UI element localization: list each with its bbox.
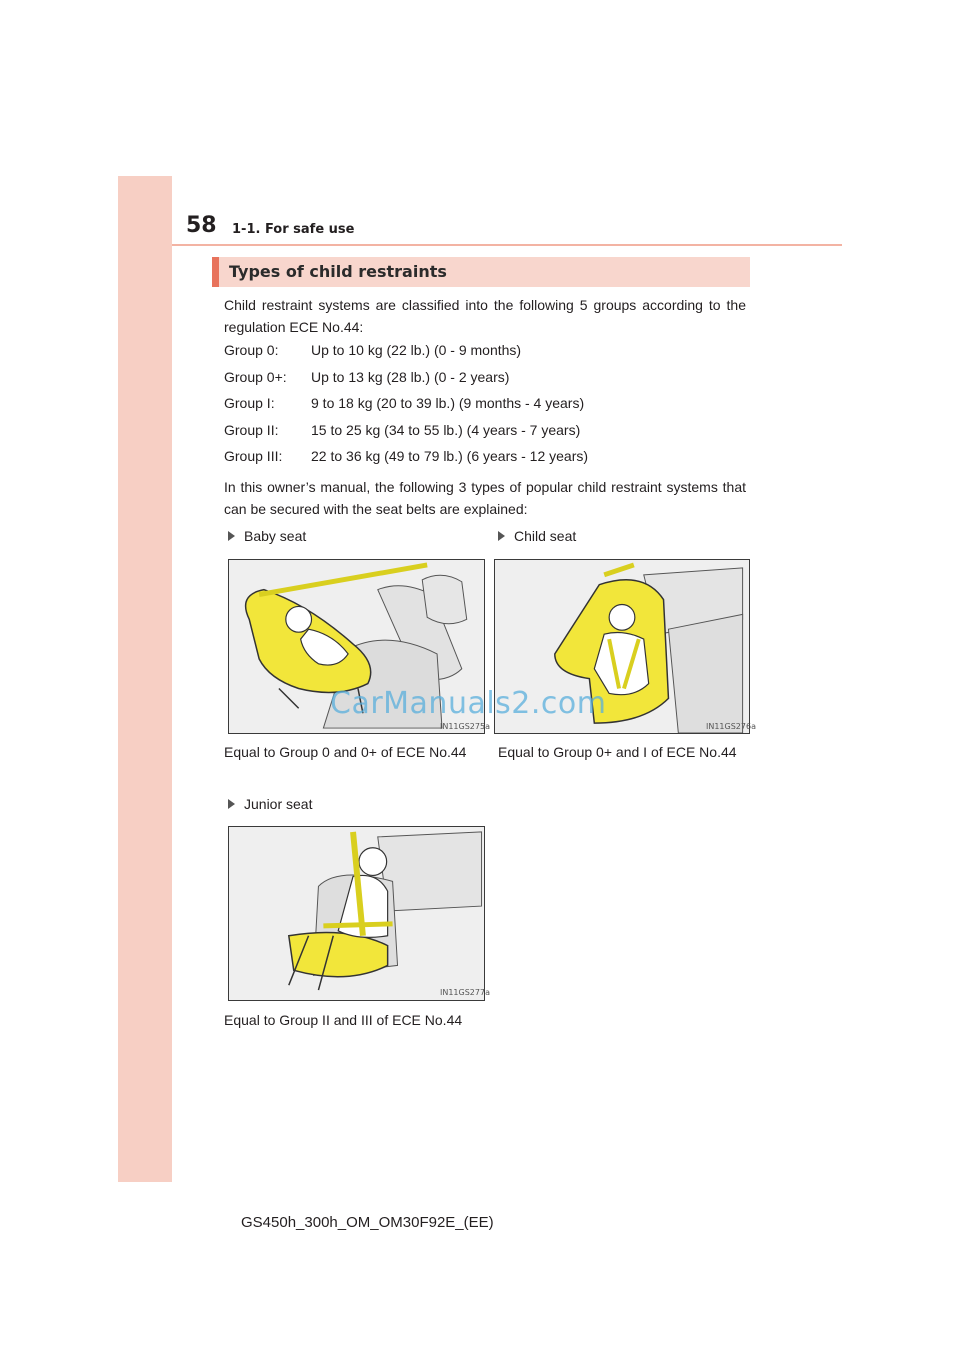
child-seat-label-text: Child seat — [514, 528, 577, 544]
side-band — [118, 176, 172, 1182]
bullet-triangle-icon — [228, 531, 235, 541]
junior-seat-drawing — [229, 827, 484, 1000]
watermark: CarManuals2.com — [330, 686, 607, 721]
group-name: Group II: — [224, 422, 279, 438]
section-heading-bar — [212, 257, 750, 287]
group-description: 22 to 36 kg (49 to 79 lb.) (6 years - 12 years) — [311, 448, 589, 464]
child-seat-caption: Equal to Group 0+ and I of ECE No.44 — [498, 744, 737, 760]
child-seat-label — [498, 528, 576, 544]
section-heading: Types of child restraints — [229, 262, 447, 281]
footer-model-code: GS450h_300h_OM_OM30F92E_(EE) — [241, 1214, 494, 1231]
group-description: Up to 13 kg (28 lb.) (0 - 2 years) — [311, 369, 510, 385]
intro-paragraph: Child restraint systems are classified into the following 5 groups according to the regulation ECE No.44: — [224, 297, 746, 335]
bullet-triangle-icon — [498, 531, 505, 541]
junior-seat-illustration — [228, 826, 485, 1001]
page-number: 58 — [186, 213, 217, 238]
baby-seat-figure-code: IN11GS275a — [440, 722, 490, 731]
group-description: Up to 10 kg (22 lb.) (0 - 9 months) — [311, 342, 522, 358]
baby-seat-label-text: Baby seat — [244, 528, 307, 544]
baby-seat-label — [228, 528, 306, 544]
bullet-triangle-icon — [228, 799, 235, 809]
group-name: Group 0: — [224, 342, 279, 358]
outro-paragraph: In this owner’s manual, the following 3 types of popular child restraint systems that can be secured with the seat belts are explained: — [224, 479, 746, 517]
group-name: Group 0+: — [224, 369, 287, 385]
group-name: Group III: — [224, 448, 283, 464]
group-name: Group I: — [224, 395, 275, 411]
baby-seat-caption: Equal to Group 0 and 0+ of ECE No.44 — [224, 744, 467, 760]
junior-seat-figure-code: IN11GS277a — [440, 988, 490, 997]
junior-seat-caption: Equal to Group II and III of ECE No.44 — [224, 1012, 463, 1028]
group-description: 15 to 25 kg (34 to 55 lb.) (4 years - 7 years) — [311, 422, 581, 438]
junior-seat-label-text: Junior seat — [244, 796, 313, 812]
junior-seat-label — [228, 796, 312, 812]
group-description: 9 to 18 kg (20 to 39 lb.) (9 months - 4 years) — [311, 395, 585, 411]
header-divider — [172, 244, 842, 246]
child-seat-figure-code: IN11GS276a — [706, 722, 756, 731]
section-title: 1-1. For safe use — [232, 222, 355, 237]
